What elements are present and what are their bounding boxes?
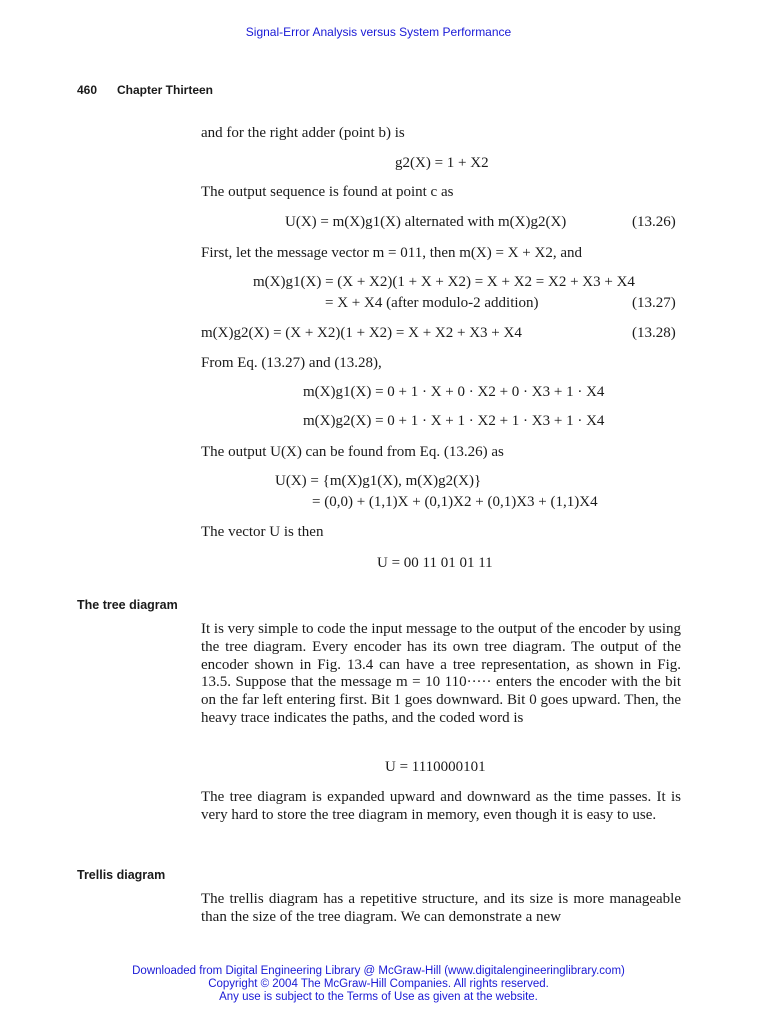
equation-13-28: m(X)g2(X) = (X + X2)(1 + X2) = X + X2 + X3 + X4 — [201, 325, 522, 341]
text-line: From Eq. (13.27) and (13.28), — [201, 355, 382, 371]
equation-mg2: m(X)g2(X) = 0 + 1 · X + 1 · X2 + 1 · X3 + 1 · X4 — [303, 413, 605, 429]
section-heading-tree: The tree diagram — [77, 598, 178, 612]
running-header-link[interactable]: Signal-Error Analysis versus System Performance — [245, 25, 512, 39]
section-heading-trellis: Trellis diagram — [77, 868, 166, 882]
equation-number: (13.27) — [632, 295, 676, 311]
footer-terms[interactable]: Any use is subject to the Terms of Use as given at the website. — [219, 991, 538, 1003]
equation-mg1: m(X)g1(X) = 0 + 1 · X + 0 · X2 + 0 · X3 + 1 · X4 — [303, 384, 605, 400]
equation-g2: g2(X) = 1 + X2 — [395, 155, 489, 171]
equation-13-27a: m(X)g1(X) = (X + X2)(1 + X + X2) = X + X2 = X2 + X3 + X4 — [253, 274, 635, 290]
paragraph-tree-2: The tree diagram is expanded upward and downward as the time passes. It is very hard to store the tree diagram in memory, even though it is easy to use. — [201, 789, 681, 823]
text-line: and for the right adder (point b) is — [201, 125, 405, 141]
text-line: First, let the message vector m = 011, then m(X) = X + X2, and — [201, 245, 582, 261]
paragraph-trellis: The trellis diagram has a repetitive structure, and its size is more manageable than the size of the tree diagram. We can demonstrate a new — [201, 891, 681, 925]
equation-13-27b: = X + X4 (after modulo-2 addition) — [325, 295, 539, 311]
text-line: The output U(X) can be found from Eq. (13.26) as — [201, 444, 504, 460]
footer-copyright: Copyright © 2004 The McGraw-Hill Companies. All rights reserved. — [208, 978, 549, 990]
equation-ux2: = (0,0) + (1,1)X + (0,1)X2 + (0,1)X3 + (1,1)X4 — [312, 494, 598, 510]
chapter-title: Chapter Thirteen — [117, 83, 214, 97]
footer-download-link[interactable]: Downloaded from Digital Engineering Library @ McGraw-Hill (www.digitalengineeringlibrary.com) — [132, 965, 625, 977]
paragraph-tree-1: It is very simple to code the input message to the output of the encoder by using the tree diagram. Every encoder has its own tree diagram. The output of the encoder shown in Fig. 13.4 can have a tree representation, as shown in Fig. 13.5. Suppose that the message m = 10 110····· enters the encoder with the bit on the far left entering first. Bit 1 goes downward. Bit 0 goes upward. Then, the heavy trace indicates the paths, and the coded word is — [201, 621, 681, 726]
equation-u: U = 00 11 01 01 11 — [377, 555, 493, 571]
equation-ux1: U(X) = {m(X)g1(X), m(X)g2(X)} — [275, 473, 482, 489]
text-line: The vector U is then — [201, 524, 324, 540]
equation-number: (13.28) — [632, 325, 676, 341]
equation-number: (13.26) — [632, 214, 676, 230]
equation-coded-word: U = 1110000101 — [385, 759, 486, 775]
text-line: The output sequence is found at point c as — [201, 184, 454, 200]
page-number: 460 — [77, 83, 98, 97]
equation-13-26: U(X) = m(X)g1(X) alternated with m(X)g2(X) — [285, 214, 567, 230]
